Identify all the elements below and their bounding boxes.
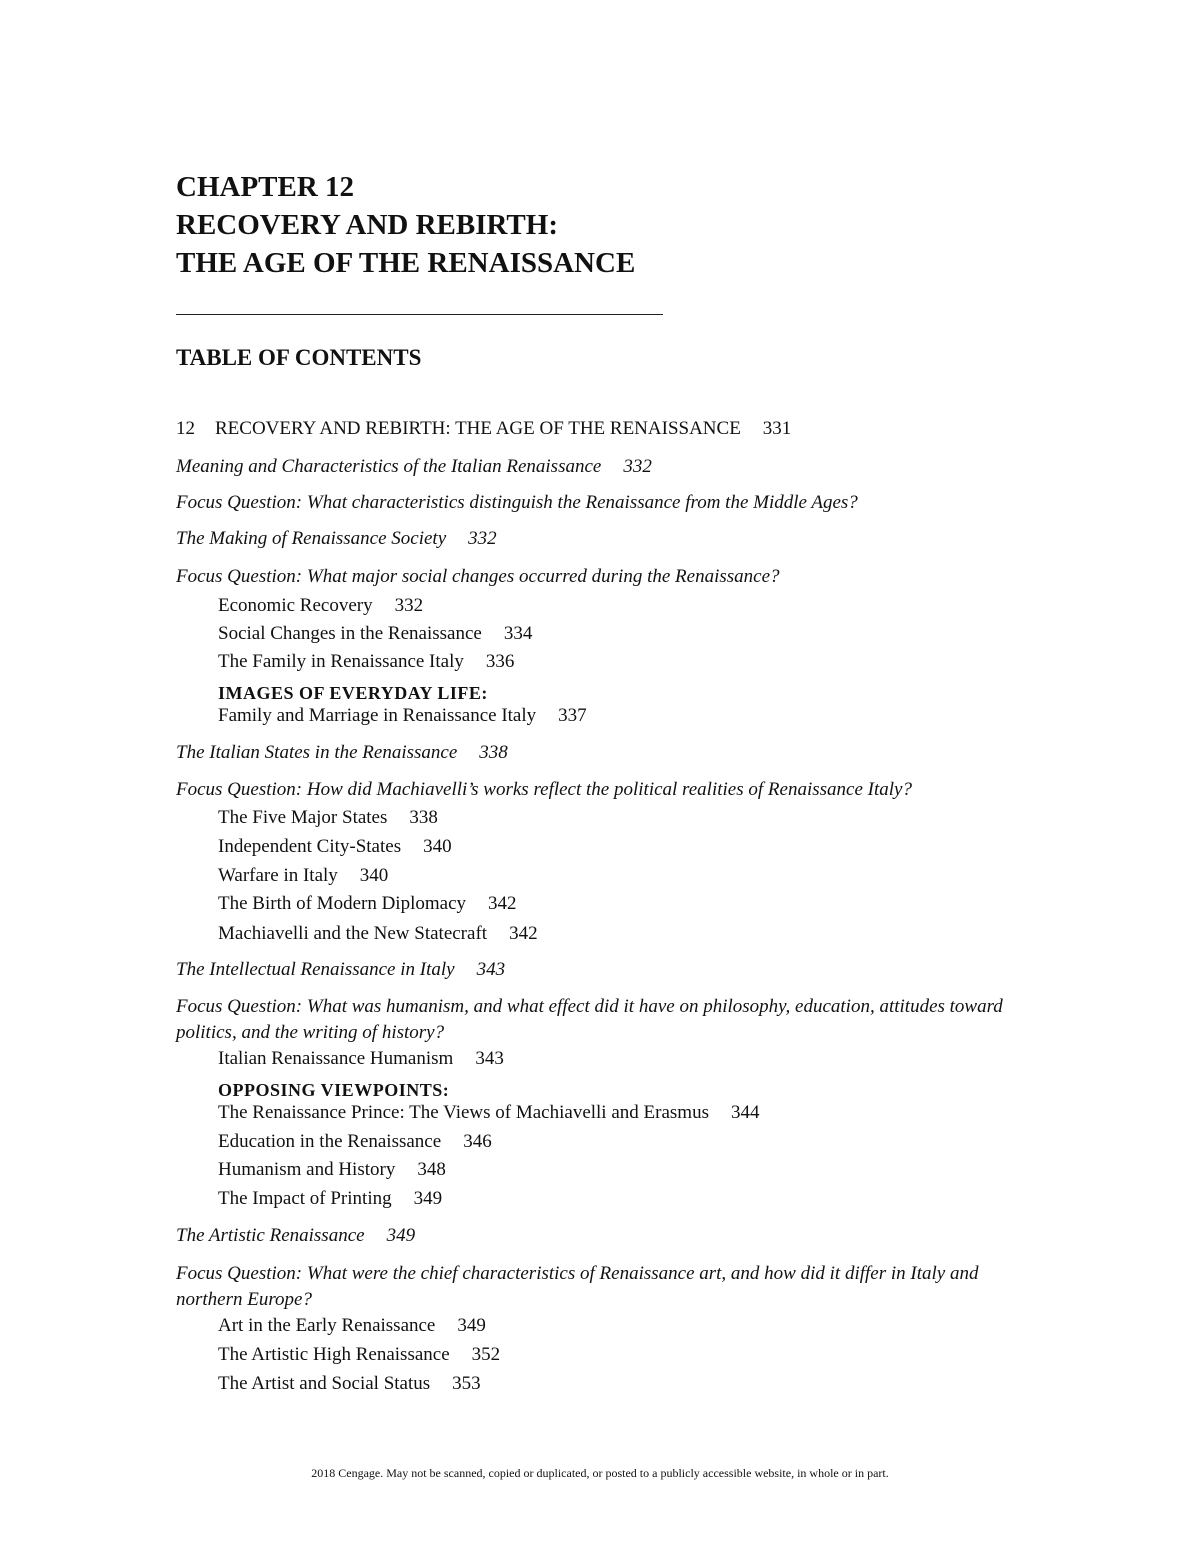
toc-item — [218, 923, 538, 945]
focus-question-1: Focus Question: What characteristics distinguish the Renaissance from the Middle Ages? — [176, 492, 858, 513]
toc-main-page: 331 — [762, 418, 792, 439]
item-page: 348 — [417, 1159, 446, 1180]
toc-title: TABLE OF CONTENTS — [176, 345, 422, 370]
item-page: 349 — [457, 1315, 486, 1336]
toc-item — [218, 893, 517, 915]
item-title: Warfare in Italy — [218, 865, 338, 886]
item-title: Independent City-States — [218, 836, 402, 857]
section-title: The Artistic Renaissance — [176, 1225, 365, 1246]
section-page: 332 — [468, 528, 497, 549]
item-title: Economic Recovery — [218, 595, 373, 616]
item-page: 340 — [423, 836, 452, 857]
section-page: 332 — [623, 456, 652, 477]
item-page: 344 — [730, 1102, 760, 1123]
toc-item — [218, 595, 423, 617]
item-title: Humanism and History — [218, 1159, 396, 1180]
section-title: The Making of Renaissance Society — [176, 528, 447, 549]
item-title: The Impact of Printing — [218, 1188, 392, 1209]
item-title: Education in the Renaissance — [218, 1131, 442, 1152]
toc-item — [218, 1373, 481, 1395]
section-page: 338 — [479, 742, 508, 763]
item-title: Family and Marriage in Renaissance Italy — [218, 705, 537, 726]
toc-item — [218, 807, 438, 829]
chapter-heading — [176, 168, 635, 282]
toc-main-number: 12 — [176, 418, 195, 439]
toc-item — [218, 1048, 504, 1070]
item-title: The Artistic High Renaissance — [218, 1344, 450, 1365]
item-title: The Birth of Modern Diplomacy — [218, 893, 467, 914]
chapter-label: CHAPTER 12 — [176, 171, 355, 203]
toc-item — [218, 1344, 500, 1366]
copyright-footer: 2018 Cengage. May not be scanned, copied or duplicated, or posted to a publicly accessible website, in whole or in part. — [311, 1466, 889, 1480]
section-title: The Italian States in the Renaissance — [176, 742, 458, 763]
toc-item — [218, 865, 388, 887]
toc-section-3 — [176, 742, 508, 764]
toc-item — [218, 1315, 486, 1337]
item-page: 337 — [558, 705, 587, 726]
toc-main-text: RECOVERY AND REBIRTH: THE AGE OF THE RENAISSANCE — [215, 418, 741, 439]
toc-item — [218, 623, 532, 645]
item-page: 349 — [413, 1188, 443, 1209]
focus-question-5: Focus Question: What were the chief characteristics of Renaissance art, and how did it differ in Italy and northern Europe? — [176, 1263, 979, 1310]
item-title: The Renaissance Prince: The Views of Machiavelli and Erasmus — [218, 1102, 709, 1123]
item-page: 342 — [509, 923, 538, 944]
item-title: Social Changes in the Renaissance — [218, 623, 482, 644]
section-title: Meaning and Characteristics of the Italian Renaissance — [176, 456, 602, 477]
toc-item — [218, 836, 452, 858]
feature-label-opposing-viewpoints: OPPOSING VIEWPOINTS: — [218, 1080, 450, 1100]
section-page: 349 — [386, 1225, 416, 1246]
item-title: Italian Renaissance Humanism — [218, 1048, 454, 1069]
toc-item — [218, 651, 514, 673]
item-page: 332 — [394, 595, 424, 616]
item-title: Machiavelli and the New Statecraft — [218, 923, 488, 944]
toc-section-2 — [176, 528, 497, 550]
item-title: The Five Major States — [218, 807, 388, 828]
item-title: Art in the Early Renaissance — [218, 1315, 436, 1336]
focus-question-3: Focus Question: How did Machiavelli’s works reflect the political realities of Renaissance Italy? — [176, 779, 912, 800]
item-title: The Family in Renaissance Italy — [218, 651, 464, 672]
item-page: 346 — [463, 1131, 492, 1152]
item-page: 342 — [488, 893, 517, 914]
chapter-title-line-1: RECOVERY AND REBIRTH: — [176, 209, 558, 241]
section-title: The Intellectual Renaissance in Italy — [176, 959, 455, 980]
item-page: 343 — [475, 1048, 504, 1069]
item-page: 334 — [503, 623, 533, 644]
item-page: 353 — [452, 1373, 481, 1394]
divider-rule — [176, 314, 663, 315]
toc-section-4 — [176, 959, 505, 981]
toc-main-entry — [176, 418, 791, 440]
item-page: 338 — [409, 807, 438, 828]
section-page: 343 — [476, 959, 506, 980]
item-page: 336 — [485, 651, 515, 672]
item-title: The Artist and Social Status — [218, 1373, 431, 1394]
feature-label-everyday-life: IMAGES OF EVERYDAY LIFE: — [218, 683, 488, 703]
item-page: 352 — [471, 1344, 501, 1365]
focus-question-2: Focus Question: What major social changes occurred during the Renaissance? — [176, 566, 780, 587]
toc-section-5 — [176, 1225, 415, 1247]
toc-item — [218, 1159, 446, 1181]
toc-item — [218, 1131, 492, 1153]
toc-item — [218, 1188, 442, 1210]
toc-item — [218, 705, 587, 727]
focus-question-4: Focus Question: What was humanism, and what effect did it have on philosophy, education, attitudes toward politics, and the writing of history? — [176, 996, 1003, 1043]
toc-item — [218, 1102, 759, 1124]
item-page: 340 — [359, 865, 389, 886]
chapter-title-line-2: THE AGE OF THE RENAISSANCE — [176, 247, 636, 279]
toc-section-1 — [176, 456, 652, 478]
